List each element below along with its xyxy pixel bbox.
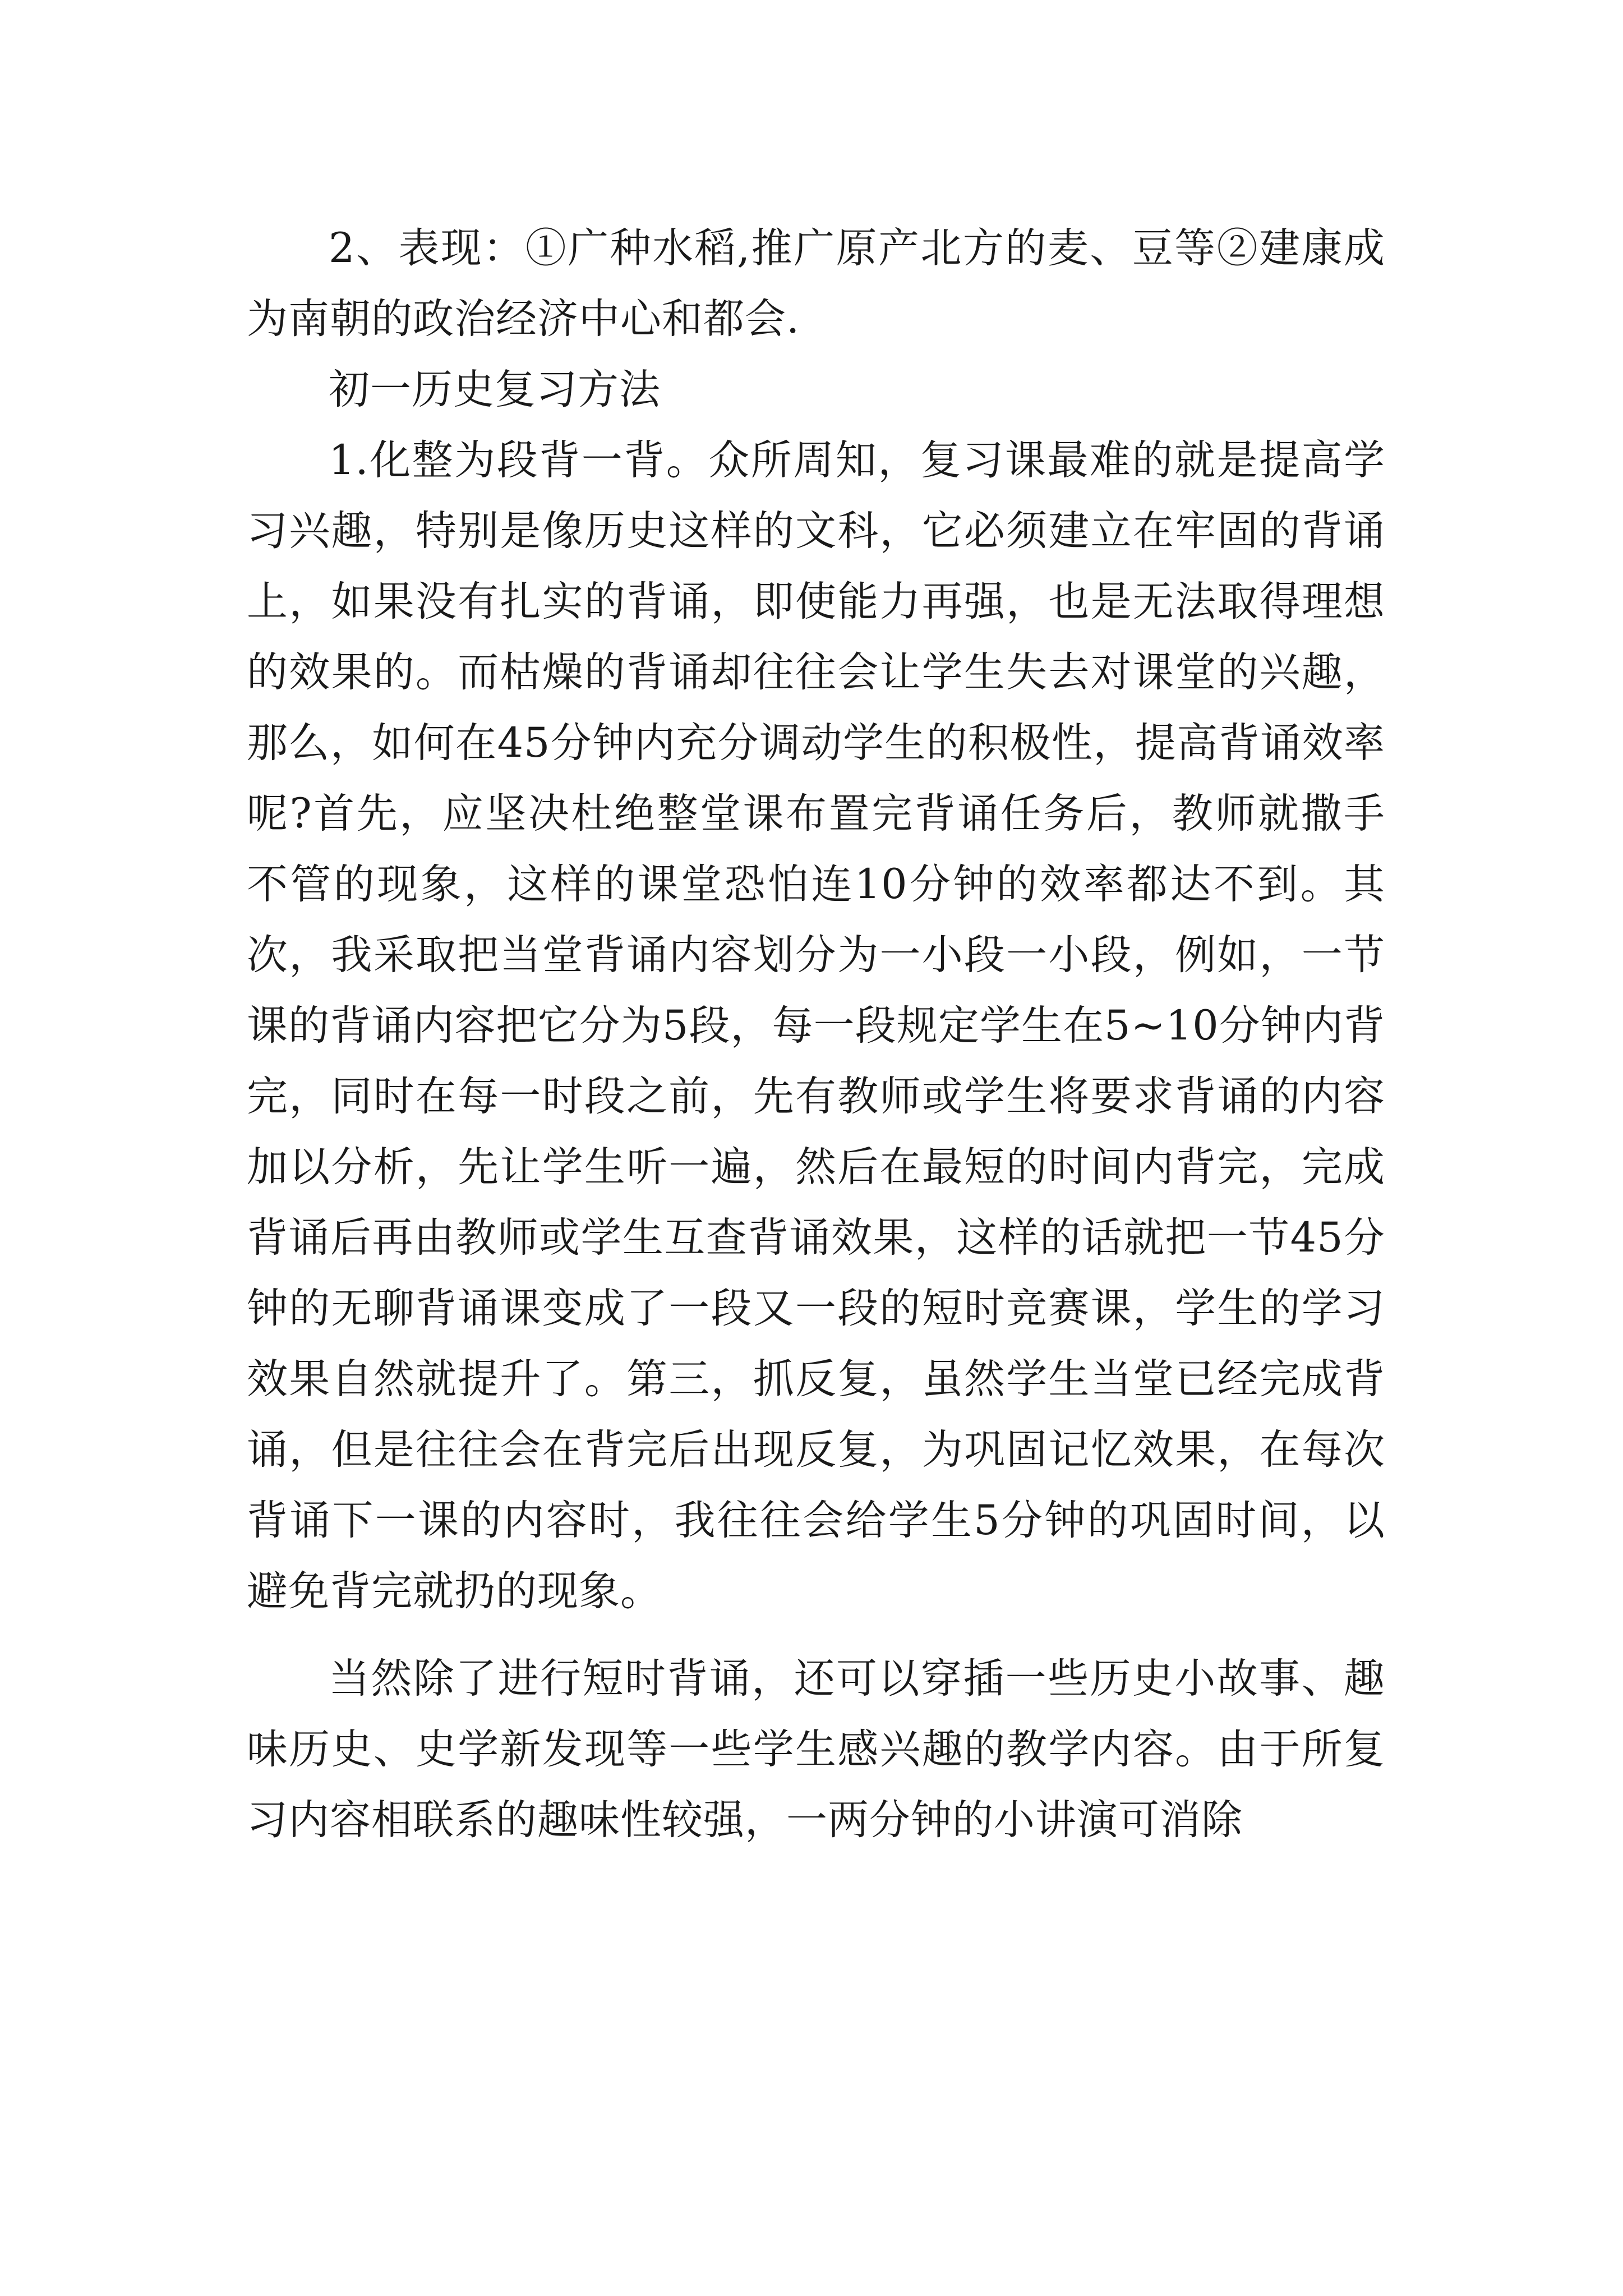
paragraph-expression: 2、表现：①广种水稻,推广原产北方的麦、豆等②建康成为南朝的政治经济中心和都会. [247, 224, 1385, 343]
paragraph-method-1: 1.化整为段背一背。众所周知，复习课最难的就是提高学习兴趣，特别是像历史这样的文科，它必须建立在牢固的背诵上，如果没有扎实的背诵，即使能力再强，也是无法取得理想的效果的。而枯燥的背诵却往往会让学生失去对课堂的兴趣，那么，如何在45分钟内充分调动学生的积极性，提高背诵效率呢?首先，应坚决杜绝整堂课布置完背诵任务后，教师就撒手不管的现象，这样的课堂恐怕连10分钟的效率都达不到。其次，我采取把当堂背诵内容划分为一小段一小段，例如，一节课的背诵内容把它分为5段，每一段规定学生在5~10分钟内背完，同时在每一时段之前，先有教师或学生将要求背诵的内容加以分析，先让学生听一遍，然后在最短的时间内背完，完成背诵后再由教师或学生互查背诵效果，这样的话就把一节45分钟的无聊背诵课变成了一段又一段的短时竞赛课，学生的学习效果自然就提升了。第三，抓反复，虽然学生当堂已经完成背诵，但是往往会在背完后出现反复，为巩固记忆效果，在每次背诵下一课的内容时，我往往会给学生5分钟的巩固时间，以避免背完就扔的现象。 [247, 436, 1385, 1615]
section-heading: 初一历史复习方法 [329, 366, 661, 413]
document-body [247, 213, 1385, 1856]
paragraph-supplement: 当然除了进行短时背诵，还可以穿插一些历史小故事、趣味历史、史学新发现等一些学生感兴趣的教学内容。由于所复习内容相联系的趣味性较强，一两分钟的小讲演可消除 [247, 1655, 1385, 1844]
